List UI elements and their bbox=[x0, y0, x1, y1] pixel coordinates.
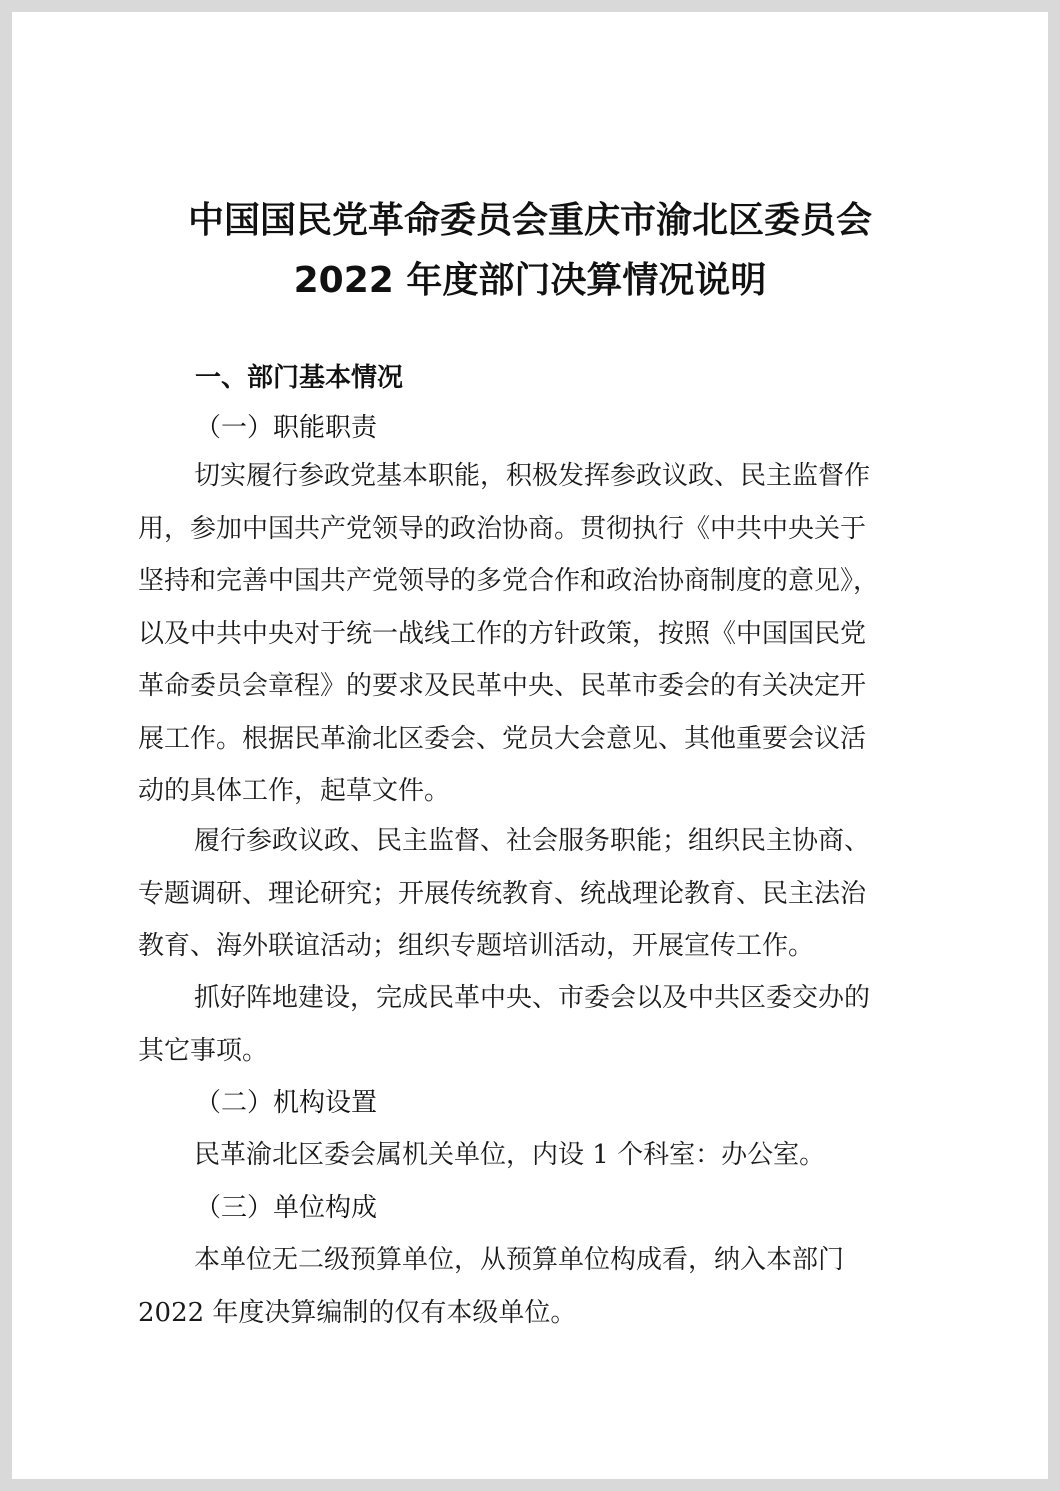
document-title-line-2: 2022 年度部门决算情况说明 bbox=[293, 260, 767, 301]
paragraph-line: 民革渝北区委会属机关单位，内设 1 个科室：办公室。 bbox=[194, 1140, 826, 1170]
paragraph-functions-3 bbox=[138, 972, 938, 1077]
document-page bbox=[12, 12, 1048, 1479]
subsection-heading-functions: （一）职能职责 bbox=[195, 413, 378, 443]
subsection-heading-composition: （三）单位构成 bbox=[195, 1193, 378, 1223]
paragraph-line: 2022 年度决算编制的仅有本级单位。 bbox=[138, 1297, 577, 1328]
paragraph-line: 抓好阵地建设，完成民革中央、市委会以及中共区委交办的 bbox=[194, 983, 871, 1013]
paragraph-composition bbox=[138, 1234, 938, 1339]
paragraph-line: 以及中共中央对于统一战线工作的方针政策，按照《中国国民党 bbox=[138, 618, 867, 649]
paragraph-line: 教育、海外联谊活动；组织专题培训活动，开展宣传工作。 bbox=[138, 931, 815, 961]
paragraph-line: 展工作。根据民革渝北区委会、党员大会意见、其他重要会议活 bbox=[138, 723, 867, 754]
subsection-heading-organization: （二）机构设置 bbox=[195, 1088, 378, 1118]
paragraph-line: 切实履行参政党基本职能，积极发挥参政议政、民主监督作 bbox=[194, 461, 871, 491]
paragraph-organization bbox=[138, 1129, 938, 1182]
paragraph-line: 本单位无二级预算单位，从预算单位构成看，纳入本部门 bbox=[194, 1245, 845, 1275]
paragraph-line: 革命委员会章程》的要求及民革中央、民革市委会的有关决定开 bbox=[138, 671, 867, 701]
paragraph-functions-1 bbox=[138, 450, 938, 818]
document-title-line-1: 中国国民党革命委员会重庆市渝北区委员会 bbox=[187, 200, 872, 241]
paragraph-line: 履行参政议政、民主监督、社会服务职能；组织民主协商、 bbox=[194, 826, 871, 856]
paragraph-line: 动的具体工作，起草文件。 bbox=[138, 776, 451, 806]
paragraph-line: 其它事项。 bbox=[138, 1035, 269, 1066]
section-heading-basic-info: 一、部门基本情况 bbox=[195, 363, 404, 393]
paragraph-line: 专题调研、理论研究；开展传统教育、统战理论教育、民主法治 bbox=[138, 878, 867, 909]
paragraph-functions-2 bbox=[138, 815, 938, 973]
paragraph-line: 坚持和完善中国共产党领导的多党合作和政治协商制度的意见》， bbox=[138, 566, 880, 596]
paragraph-line: 用，参加中国共产党领导的政治协商。贯彻执行《中共中央关于 bbox=[138, 513, 867, 544]
